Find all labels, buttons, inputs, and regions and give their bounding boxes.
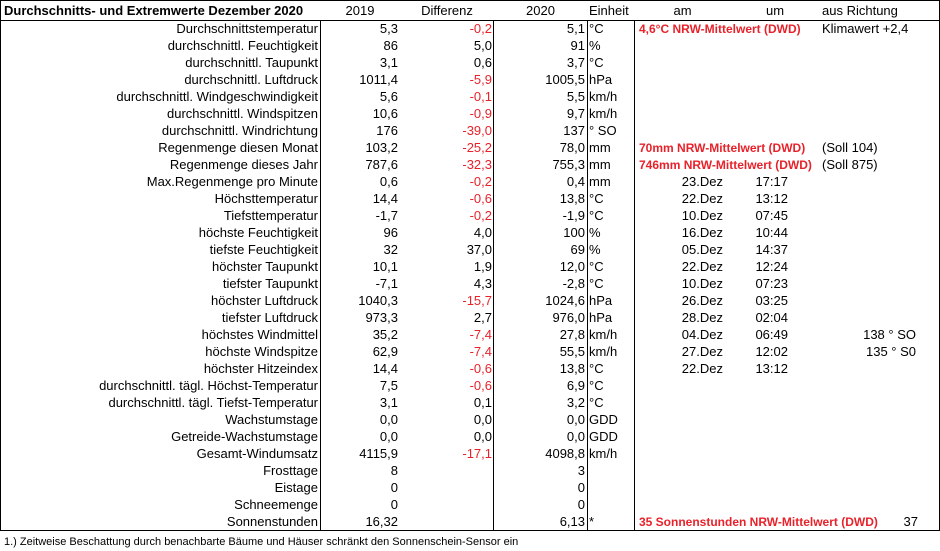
- row-label: Schneemenge: [234, 497, 318, 512]
- value-difference: -15,7: [462, 293, 492, 308]
- row-label: tiefster Luftdruck: [221, 310, 318, 325]
- value-unit: hPa: [589, 72, 613, 87]
- row-label: Höchsttemperatur: [214, 191, 318, 206]
- value-difference: 0,0: [473, 429, 492, 444]
- value-2019: 973,3: [365, 310, 398, 325]
- value-time: 14:37: [755, 242, 788, 257]
- table-title: Durchschnitts- und Extremwerte Dezember 2020: [4, 3, 304, 18]
- value-difference: 0,0: [473, 412, 492, 427]
- value-difference: -5,9: [469, 72, 492, 87]
- value-unit: *: [589, 514, 595, 529]
- value-difference: 4,3: [473, 276, 492, 291]
- row-label: Frosttage: [263, 463, 318, 478]
- column-header-difference: Differenz: [421, 3, 473, 18]
- value-unit: km/h: [589, 446, 618, 461]
- value-2020: 0,0: [566, 429, 585, 444]
- value-difference: -32,3: [462, 157, 492, 172]
- value-unit: °C: [589, 55, 604, 70]
- value-2019: 14,4: [372, 361, 398, 376]
- value-unit: °C: [589, 259, 604, 274]
- value-2020: 55,5: [559, 344, 585, 359]
- value-2019: 10,6: [372, 106, 398, 121]
- column-header-date: am: [673, 3, 692, 18]
- value-2019: 5,6: [379, 89, 398, 104]
- value-date: 23.Dez: [681, 174, 723, 189]
- value-time: 12:02: [755, 344, 788, 359]
- value-2019: 96: [383, 225, 398, 240]
- row-label: Durchschnittstemperatur: [176, 21, 318, 36]
- value-date: 28.Dez: [681, 310, 723, 325]
- value-2020: 0,0: [566, 412, 585, 427]
- value-date: 05.Dez: [681, 242, 723, 257]
- value-unit: %: [589, 38, 601, 53]
- value-unit: %: [589, 225, 601, 240]
- row-label: Wachstumstage: [225, 412, 318, 427]
- row-label: durchschnittl. tägl. Tiefst-Temperatur: [108, 395, 318, 410]
- value-time: 02:04: [755, 310, 788, 325]
- value-2019: 0: [390, 480, 398, 495]
- column-header-2019: 2019: [345, 3, 375, 18]
- value-2019: 1011,4: [359, 72, 398, 87]
- row-label: Sonnenstunden: [226, 514, 318, 529]
- value-2020: 91: [570, 38, 585, 53]
- value-date: 10.Dez: [681, 208, 723, 223]
- row-label: höchste Feuchtigkeit: [198, 225, 318, 240]
- value-2020: 137: [563, 123, 585, 138]
- value-date: 26.Dez: [681, 293, 723, 308]
- value-time: 07:45: [755, 208, 788, 223]
- value-difference: -0,6: [469, 361, 492, 376]
- value-date: 27.Dez: [681, 344, 723, 359]
- value-2020: 3: [577, 463, 585, 478]
- value-direction: 138 ° SO: [863, 327, 916, 342]
- value-difference: 37,0: [466, 242, 492, 257]
- nrw-note: 35 Sonnenstunden NRW-Mittelwert (DWD): [639, 515, 878, 529]
- value-difference: -0,6: [469, 191, 492, 206]
- value-2019: 16,32: [365, 514, 398, 529]
- row-label: Regenmenge diesen Monat: [158, 140, 318, 155]
- value-difference: -0,2: [469, 174, 492, 189]
- value-difference: 4,0: [473, 225, 492, 240]
- column-header-unit: Einheit: [589, 3, 629, 18]
- value-unit: hPa: [589, 293, 613, 308]
- value-unit: %: [589, 242, 601, 257]
- value-2019: 86: [383, 38, 398, 53]
- value-2019: 1040,3: [358, 293, 398, 308]
- value-unit: mm: [589, 157, 611, 172]
- extra-note: (Soll 104): [822, 140, 878, 155]
- value-difference: -25,2: [462, 140, 492, 155]
- value-unit: km/h: [589, 344, 618, 359]
- value-unit: °C: [589, 21, 604, 36]
- value-2019: 0,6: [379, 174, 398, 189]
- value-2020: -2,8: [562, 276, 585, 291]
- value-unit: °C: [589, 361, 604, 376]
- value-2020: 755,3: [552, 157, 585, 172]
- value-2019: 14,4: [372, 191, 398, 206]
- value-2020: 69: [570, 242, 585, 257]
- row-label: durchschnittl. tägl. Höchst-Temperatur: [99, 378, 318, 393]
- value-time: 17:17: [755, 174, 788, 189]
- value-time: 12:24: [755, 259, 788, 274]
- row-label: tiefster Taupunkt: [222, 276, 318, 291]
- row-label: höchstes Windmittel: [201, 327, 318, 342]
- value-difference: -0,2: [469, 208, 492, 223]
- value-time: 13:12: [755, 191, 788, 206]
- value-date: 22.Dez: [681, 361, 723, 376]
- row-label: Regenmenge dieses Jahr: [169, 157, 318, 172]
- row-label: Gesamt-Windumsatz: [196, 446, 318, 461]
- value-2019: 32: [383, 242, 398, 257]
- column-header-time: um: [765, 3, 785, 18]
- value-2019: 10,1: [372, 259, 398, 274]
- value-2020: 9,7: [566, 106, 585, 121]
- value-2020: 1005,5: [545, 72, 585, 87]
- column-divider-2019-diff: [320, 20, 494, 531]
- value-unit: hPa: [589, 310, 613, 325]
- value-unit: °C: [589, 395, 604, 410]
- value-unit: mm: [589, 140, 611, 155]
- value-2019: 3,1: [379, 395, 398, 410]
- row-label: durchschnittl. Windrichtung: [161, 123, 318, 138]
- row-label: höchste Windspitze: [205, 344, 318, 359]
- value-2019: 0,0: [379, 412, 398, 427]
- value-2020: 6,13: [559, 514, 585, 529]
- value-difference: 5,0: [473, 38, 492, 53]
- nrw-note: 70mm NRW-Mittelwert (DWD): [639, 141, 806, 155]
- value-2019: -7,1: [375, 276, 398, 291]
- value-time: 13:12: [755, 361, 788, 376]
- value-2019: 3,1: [379, 55, 398, 70]
- value-2020: 0: [577, 480, 585, 495]
- value-unit: °C: [589, 191, 604, 206]
- value-2020: 3,2: [566, 395, 585, 410]
- value-unit: GDD: [589, 429, 618, 444]
- extra-note: Klimawert +2,4: [822, 21, 909, 36]
- value-date: 22.Dez: [681, 191, 723, 206]
- row-label: Eistage: [274, 480, 318, 495]
- value-unit: °C: [589, 208, 604, 223]
- value-2020: 100: [563, 225, 585, 240]
- value-2019: 8: [390, 463, 398, 478]
- row-label: höchster Luftdruck: [211, 293, 318, 308]
- row-label: Getreide-Wachstumstage: [171, 429, 318, 444]
- value-2020: 1024,6: [545, 293, 585, 308]
- row-label: durchschnittl. Windgeschwindigkeit: [116, 89, 318, 104]
- value-unit: km/h: [589, 327, 618, 342]
- value-2020: 976,0: [552, 310, 585, 325]
- column-header-2020: 2020: [526, 3, 555, 18]
- value-difference: 0,1: [473, 395, 492, 410]
- value-2020: 4098,8: [545, 446, 585, 461]
- extra-note: (Soll 875): [822, 157, 878, 172]
- value-2020: 0: [577, 497, 585, 512]
- value-difference: -17,1: [462, 446, 492, 461]
- footnote: 1.) Zeitweise Beschattung durch benachbarte Bäume und Häuser schränkt den Sonnenschein-Sensor ein: [4, 536, 519, 548]
- value-difference: -39,0: [462, 123, 492, 138]
- value-2020: 13,8: [559, 361, 585, 376]
- value-unit: km/h: [589, 89, 618, 104]
- value-2019: -1,7: [375, 208, 398, 223]
- value-unit: °C: [589, 378, 604, 393]
- column-header-direction: aus Richtung: [822, 3, 898, 18]
- row-label: höchster Hitzeindex: [203, 361, 318, 376]
- value-2019: 4115,9: [359, 446, 398, 461]
- value-2019: 176: [376, 123, 398, 138]
- value-2019: 5,3: [379, 21, 398, 36]
- value-difference: -7,4: [469, 344, 492, 359]
- value-difference: -0,6: [469, 378, 492, 393]
- value-unit: km/h: [589, 106, 618, 121]
- row-label: durchschnittl. Taupunkt: [185, 55, 318, 70]
- value-time: 06:49: [755, 327, 788, 342]
- row-label: höchster Taupunkt: [212, 259, 318, 274]
- value-date: 10.Dez: [681, 276, 723, 291]
- value-2019: 62,9: [372, 344, 398, 359]
- value-2020: 5,5: [566, 89, 585, 104]
- value-2020: 78,0: [559, 140, 585, 155]
- value-2020: 5,1: [566, 21, 585, 36]
- value-2020: 3,7: [566, 55, 585, 70]
- value-difference: -7,4: [469, 327, 492, 342]
- value-2019: 0,0: [379, 429, 398, 444]
- value-2019: 35,2: [372, 327, 398, 342]
- value-difference: -0,9: [469, 106, 492, 121]
- value-date: 04.Dez: [681, 327, 723, 342]
- value-difference: 1,9: [473, 259, 492, 274]
- value-2020: 27,8: [559, 327, 585, 342]
- value-2020: -1,9: [562, 208, 585, 223]
- value-2020: 13,8: [559, 191, 585, 206]
- value-2019: 0: [390, 497, 398, 512]
- value-direction: 135 ° S0: [865, 344, 916, 359]
- column-divider-unit: [587, 20, 635, 531]
- row-label: tiefste Feuchtigkeit: [209, 242, 318, 257]
- nrw-note: 746mm NRW-Mittelwert (DWD): [639, 158, 812, 172]
- value-unit: mm: [589, 174, 611, 189]
- value-time: 07:23: [755, 276, 788, 291]
- value-unit: °C: [589, 276, 604, 291]
- value-2019: 7,5: [379, 378, 398, 393]
- value-2019: 103,2: [365, 140, 398, 155]
- row-label: durchschnittl. Feuchtigkeit: [167, 38, 318, 53]
- value-time: 03:25: [755, 293, 788, 308]
- value-2020: 6,9: [566, 378, 585, 393]
- value-2020: 0,4: [566, 174, 585, 189]
- value-unit: ° SO: [589, 123, 617, 138]
- value-2020: 12,0: [559, 259, 585, 274]
- nrw-note: 4,6°C NRW-Mittelwert (DWD): [639, 22, 801, 36]
- value-difference: -0,2: [469, 21, 492, 36]
- row-label: Tiefsttemperatur: [223, 208, 318, 223]
- row-label: Max.Regenmenge pro Minute: [146, 174, 318, 189]
- value-time: 10:44: [755, 225, 788, 240]
- row-label: durchschnittl. Windspitzen: [166, 106, 318, 121]
- row-label: durchschnittl. Luftdruck: [184, 72, 318, 87]
- value-difference: -0,1: [469, 89, 492, 104]
- value-unit: GDD: [589, 412, 618, 427]
- extra-value: 37: [903, 514, 918, 529]
- value-2019: 787,6: [365, 157, 398, 172]
- value-date: 16.Dez: [681, 225, 723, 240]
- value-date: 22.Dez: [681, 259, 723, 274]
- value-difference: 0,6: [473, 55, 492, 70]
- value-difference: 2,7: [473, 310, 492, 325]
